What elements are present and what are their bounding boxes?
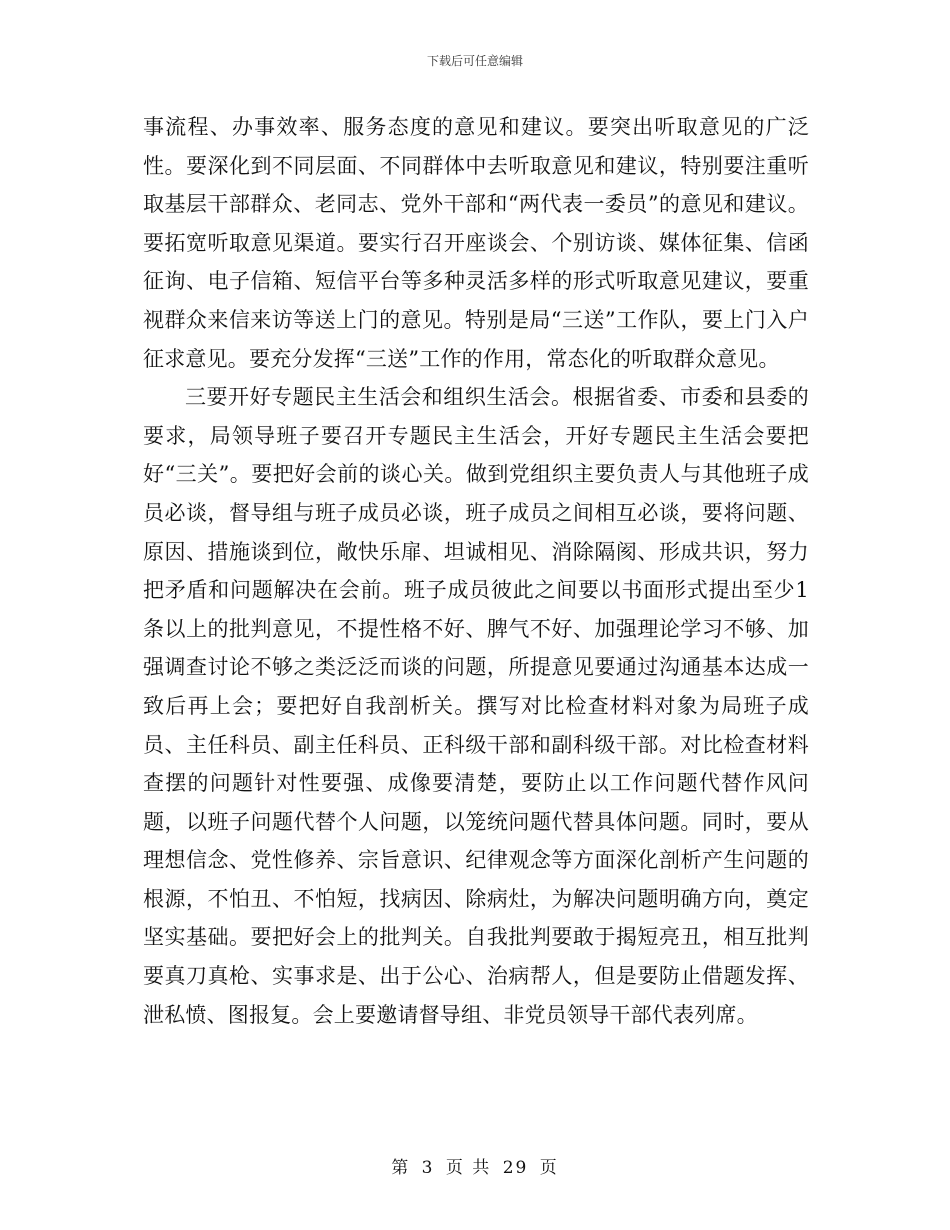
page-header: 下载后可任意编辑	[426, 54, 523, 68]
footer-page-number: 3	[421, 1158, 435, 1178]
footer-total-pages: 29	[502, 1158, 529, 1178]
footer-middle: 页 共	[445, 1158, 492, 1178]
footer-prefix: 第	[391, 1158, 411, 1178]
paragraph-democratic-life-meeting: 三要开好专题民主生活会和组织生活会。根据省委、市委和县委的要求，局领导班子要召开专题民主生活会，开好专题民主生活会要把好“三关”。要把好会前的谈心关。做到党组织主要负责人与其他班子成员必谈，督导组与班子成员必谈，班子成员之间相互必谈，要将问题、原因、措施谈到位，敞快乐扉、坦诚相见、消除隔阂、形成共识，努力把矛盾和问题解决在会前。班子成员彼此之间要以书面形式提出至少1条以上的批判意见，不提性格不好、脾气不好、加强理论学习不够、加强调查讨论不够之类泛泛而谈的问题，所提意见要通过沟通基本达成一致后再上会；要把好自我剖析关。撰写对比检查材料对象为局班子成员、主任科员、副主任科员、正科级干部和副科级干部。对比检查材料查摆的问题针对性要强、成像要清楚，要防止以工作问题代替作风问题，以班子问题代替个人问题，以笼统问题代替具体问题。同时，要从理想信念、党性修养、宗旨意识、纪律观念等方面深化剖析产生问题的根源，不怕丑、不怕短，找病因、除病灶，为解决问题明确方向，奠定坚实基础。要把好会上的批判关。自我批判要敢于揭短亮丑，相互批判要真刀真枪、实事求是、出于公心、治病帮人，但是要防止借题发挥、泄私愤、图报复。会上要邀请督导组、非党员领导干部代表列席。	[143, 385, 809, 1027]
document-body	[143, 108, 809, 1034]
page-footer	[0, 1153, 950, 1178]
paragraph-continued: 事流程、办事效率、服务态度的意见和建议。要突出听取意见的广泛性。要深化到不同层面、不同群体中去听取意见和建议，特别要注重听取基层干部群众、老同志、党外干部和“两代表一委员”的意见和建议。要拓宽听取意见渠道。要实行召开座谈会、个别访谈、媒体征集、信函征询、电子信箱、短信平台等多种灵活多样的形式听取意见建议，要重视群众来信来访等送上门的意见。特别是局“三送”工作队，要上门入户征求意见。要充分发挥“三送”工作的作用，常态化的听取群众意见。	[143, 115, 809, 371]
footer-suffix: 页	[539, 1158, 559, 1178]
